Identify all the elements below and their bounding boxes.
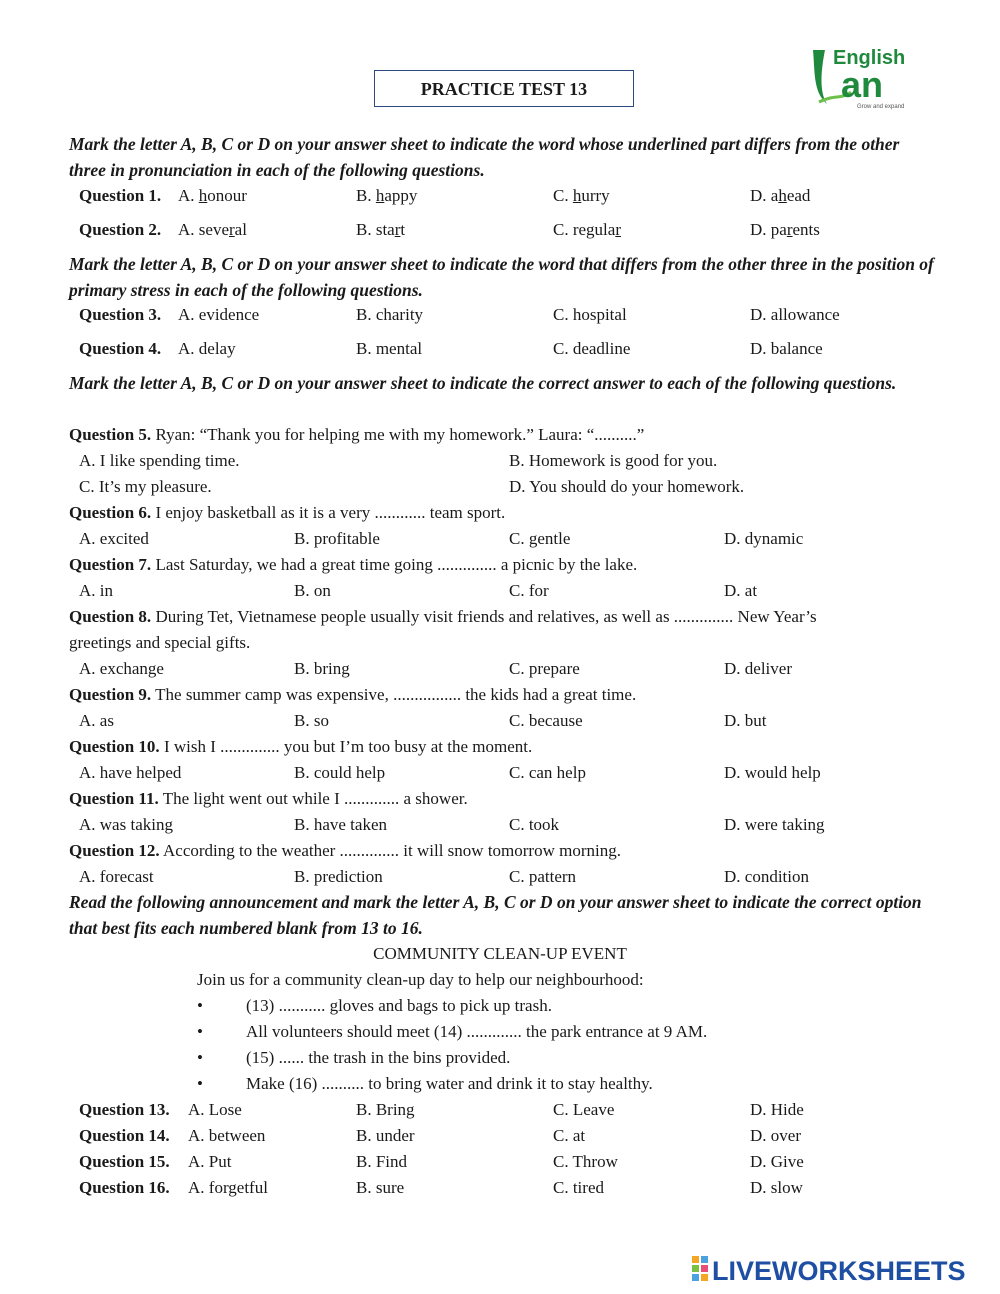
- option-a: A. Put: [188, 1152, 232, 1171]
- option-c: C. tired: [553, 1178, 604, 1197]
- option-d: D. were taking: [724, 815, 825, 834]
- option-d: D. You should do your homework.: [509, 477, 745, 496]
- question-label: Question 6.: [69, 503, 152, 522]
- question-text: The summer camp was expensive, ................ the kids had a great time.: [155, 685, 637, 704]
- question-label: Question 13.: [79, 1100, 170, 1119]
- question-label: Question 4.: [79, 339, 162, 358]
- question-row: [79, 217, 939, 243]
- option-b: B. Bring: [356, 1100, 415, 1119]
- instruction-stress: Mark the letter A, B, C or D on your answer sheet to indicate the word that differs from the other three in the position of primary stress in each of the following questions.: [69, 254, 934, 300]
- option-d: D. deliver: [724, 659, 792, 678]
- bullet: •: [197, 1022, 203, 1041]
- question-label: Question 2.: [79, 220, 162, 239]
- english-lan-logo: [805, 42, 915, 112]
- options-row: [79, 760, 939, 786]
- question-stem: [69, 422, 644, 448]
- question-label: Question 11.: [69, 789, 159, 808]
- option-a: A. forecast: [79, 867, 154, 886]
- option-c: C. It’s my pleasure.: [79, 477, 212, 496]
- question-label: Question 14.: [79, 1126, 170, 1145]
- question-label: Question 16.: [79, 1178, 170, 1197]
- option-b: B. on: [294, 581, 331, 600]
- option-b: B. happy: [356, 186, 418, 205]
- svg-text:LIVEWORKSHEETS: LIVEWORKSHEETS: [712, 1256, 966, 1284]
- option-c: C. took: [509, 815, 560, 834]
- option-a: A. exchange: [79, 659, 164, 678]
- option-a: A. honour: [178, 186, 247, 205]
- option-b: B. under: [356, 1126, 415, 1145]
- announcement-item: Make (16) .......... to bring water and drink it to stay healthy.: [246, 1074, 653, 1093]
- question-label: Question 10.: [69, 737, 160, 756]
- option-d: D. Give: [750, 1152, 804, 1171]
- option-c: C. for: [509, 581, 549, 600]
- option-d: D. over: [750, 1126, 801, 1145]
- option-d: D. slow: [750, 1178, 803, 1197]
- option-c: C. deadline: [553, 339, 631, 358]
- svg-text:English: English: [833, 47, 906, 69]
- announcement-item: All volunteers should meet (14) ............. the park entrance at 9 AM.: [246, 1022, 708, 1041]
- option-a: A. forgetful: [188, 1178, 268, 1197]
- option-a: A. excited: [79, 529, 149, 548]
- question-label: Question 1.: [79, 186, 162, 205]
- option-c: C. because: [509, 711, 583, 730]
- option-b: B. so: [294, 711, 329, 730]
- option-d: D. dynamic: [724, 529, 804, 548]
- option-b: B. Homework is good for you.: [509, 451, 718, 470]
- question-row: [79, 1175, 939, 1201]
- option-c: C. pattern: [509, 867, 577, 886]
- option-b: B. profitable: [294, 529, 380, 548]
- bullet: •: [197, 1074, 203, 1093]
- option-b: B. charity: [356, 305, 424, 324]
- option-c: C. at: [553, 1126, 586, 1145]
- option-c: C. can help: [509, 763, 586, 782]
- option-a: A. in: [79, 581, 113, 600]
- instruction-pronunciation: Mark the letter A, B, C or D on your answer sheet to indicate the word whose underlined part differs from the other three in pronunciation in each of the following questions.: [69, 134, 900, 180]
- instruction-reading: Read the following announcement and mark the letter A, B, C or D on your answer sheet to indicate the correct option that best fits each numbered blank from 13 to 16.: [69, 892, 922, 938]
- option-d: D. parents: [750, 220, 820, 239]
- question-label: Question 15.: [79, 1152, 170, 1171]
- option-d: D. at: [724, 581, 758, 600]
- options-row: [79, 656, 939, 682]
- question-label: Question 7.: [69, 555, 152, 574]
- liveworksheets-logo: [692, 1254, 992, 1284]
- options-row: [79, 812, 939, 838]
- option-c: C. regular: [553, 220, 621, 239]
- question-row: [79, 1097, 939, 1123]
- option-d: D. balance: [750, 339, 823, 358]
- option-d: D. but: [724, 711, 767, 730]
- instruction-correct-answer: Mark the letter A, B, C or D on your answer sheet to indicate the correct answer to each of the following questions.: [69, 373, 897, 393]
- question-text: According to the weather .............. it will snow tomorrow morning.: [163, 841, 621, 860]
- bullet: •: [197, 1048, 203, 1067]
- option-a: A. as: [79, 711, 114, 730]
- question-stem: [69, 734, 532, 760]
- bullet: •: [197, 996, 203, 1015]
- option-b: B. Find: [356, 1152, 408, 1171]
- question-stem: [69, 604, 817, 630]
- option-b: B. sure: [356, 1178, 405, 1197]
- question-stem: [69, 500, 505, 526]
- question-row: [79, 1123, 939, 1149]
- option-d: D. Hide: [750, 1100, 804, 1119]
- option-b: B. mental: [356, 339, 423, 358]
- option-a: A. Lose: [188, 1100, 242, 1119]
- question-text: I enjoy basketball as it is a very ............ team sport.: [155, 503, 506, 522]
- option-b: B. could help: [294, 763, 386, 782]
- question-label: Question 12.: [69, 841, 160, 860]
- question-label: Question 3.: [79, 305, 162, 324]
- option-c: C. hospital: [553, 305, 627, 324]
- question-stem: [69, 552, 637, 578]
- question-label: Question 5.: [69, 425, 152, 444]
- question-text: Last Saturday, we had a great time going .............. a picnic by the lake.: [155, 555, 638, 574]
- option-d: D. ahead: [750, 186, 811, 205]
- question-stem: [69, 682, 636, 708]
- option-b: B. have taken: [294, 815, 387, 834]
- question-stem: [69, 838, 621, 864]
- option-d: D. allowance: [750, 305, 840, 324]
- option-c: C. Leave: [553, 1100, 615, 1119]
- option-b: B. start: [356, 220, 406, 239]
- options-row: [79, 708, 939, 734]
- options-row: [79, 526, 939, 552]
- option-c: C. hurry: [553, 186, 610, 205]
- option-a: A. between: [188, 1126, 266, 1145]
- question-label: Question 9.: [69, 685, 152, 704]
- option-b: B. prediction: [294, 867, 383, 886]
- option-d: D. condition: [724, 867, 809, 886]
- option-d: D. would help: [724, 763, 821, 782]
- question-text: Ryan: “Thank you for helping me with my homework.” Laura: “..........”: [155, 425, 645, 444]
- question-text-continued: greetings and special gifts.: [69, 633, 251, 652]
- question-row: [79, 302, 939, 328]
- options-row: [79, 578, 939, 604]
- option-c: C. prepare: [509, 659, 580, 678]
- announcement-item: (15) ...... the trash in the bins provided.: [246, 1048, 511, 1067]
- question-stem: [69, 786, 468, 812]
- options-row: [79, 864, 939, 890]
- option-a: A. delay: [178, 339, 236, 358]
- svg-text:Grow and expand: Grow and expand: [857, 104, 905, 110]
- option-c: C. gentle: [509, 529, 571, 548]
- option-a: A. evidence: [178, 305, 260, 324]
- announcement-item: (13) ........... gloves and bags to pick up trash.: [246, 996, 552, 1015]
- option-a: A. have helped: [79, 763, 182, 782]
- question-row: [79, 183, 939, 209]
- announcement-title: COMMUNITY CLEAN-UP EVENT: [373, 944, 627, 963]
- option-a: A. was taking: [79, 815, 173, 834]
- option-a: A. I like spending time.: [79, 451, 240, 470]
- question-text: The light went out while I ............. a shower.: [162, 789, 468, 808]
- option-a: A. several: [178, 220, 247, 239]
- question-row: [79, 336, 939, 362]
- option-c: C. Throw: [553, 1152, 618, 1171]
- page-title: PRACTICE TEST 13: [374, 70, 634, 107]
- question-text: I wish I .............. you but I’m too busy at the moment.: [163, 737, 533, 756]
- option-b: B. bring: [294, 659, 350, 678]
- announcement-intro: Join us for a community clean-up day to help our neighbourhood:: [197, 970, 644, 989]
- question-row: [79, 1149, 939, 1175]
- question-text: During Tet, Vietnamese people usually visit friends and relatives, as well as .............. New Year’s: [155, 607, 817, 626]
- question-label: Question 8.: [69, 607, 152, 626]
- svg-text:an: an: [841, 64, 884, 105]
